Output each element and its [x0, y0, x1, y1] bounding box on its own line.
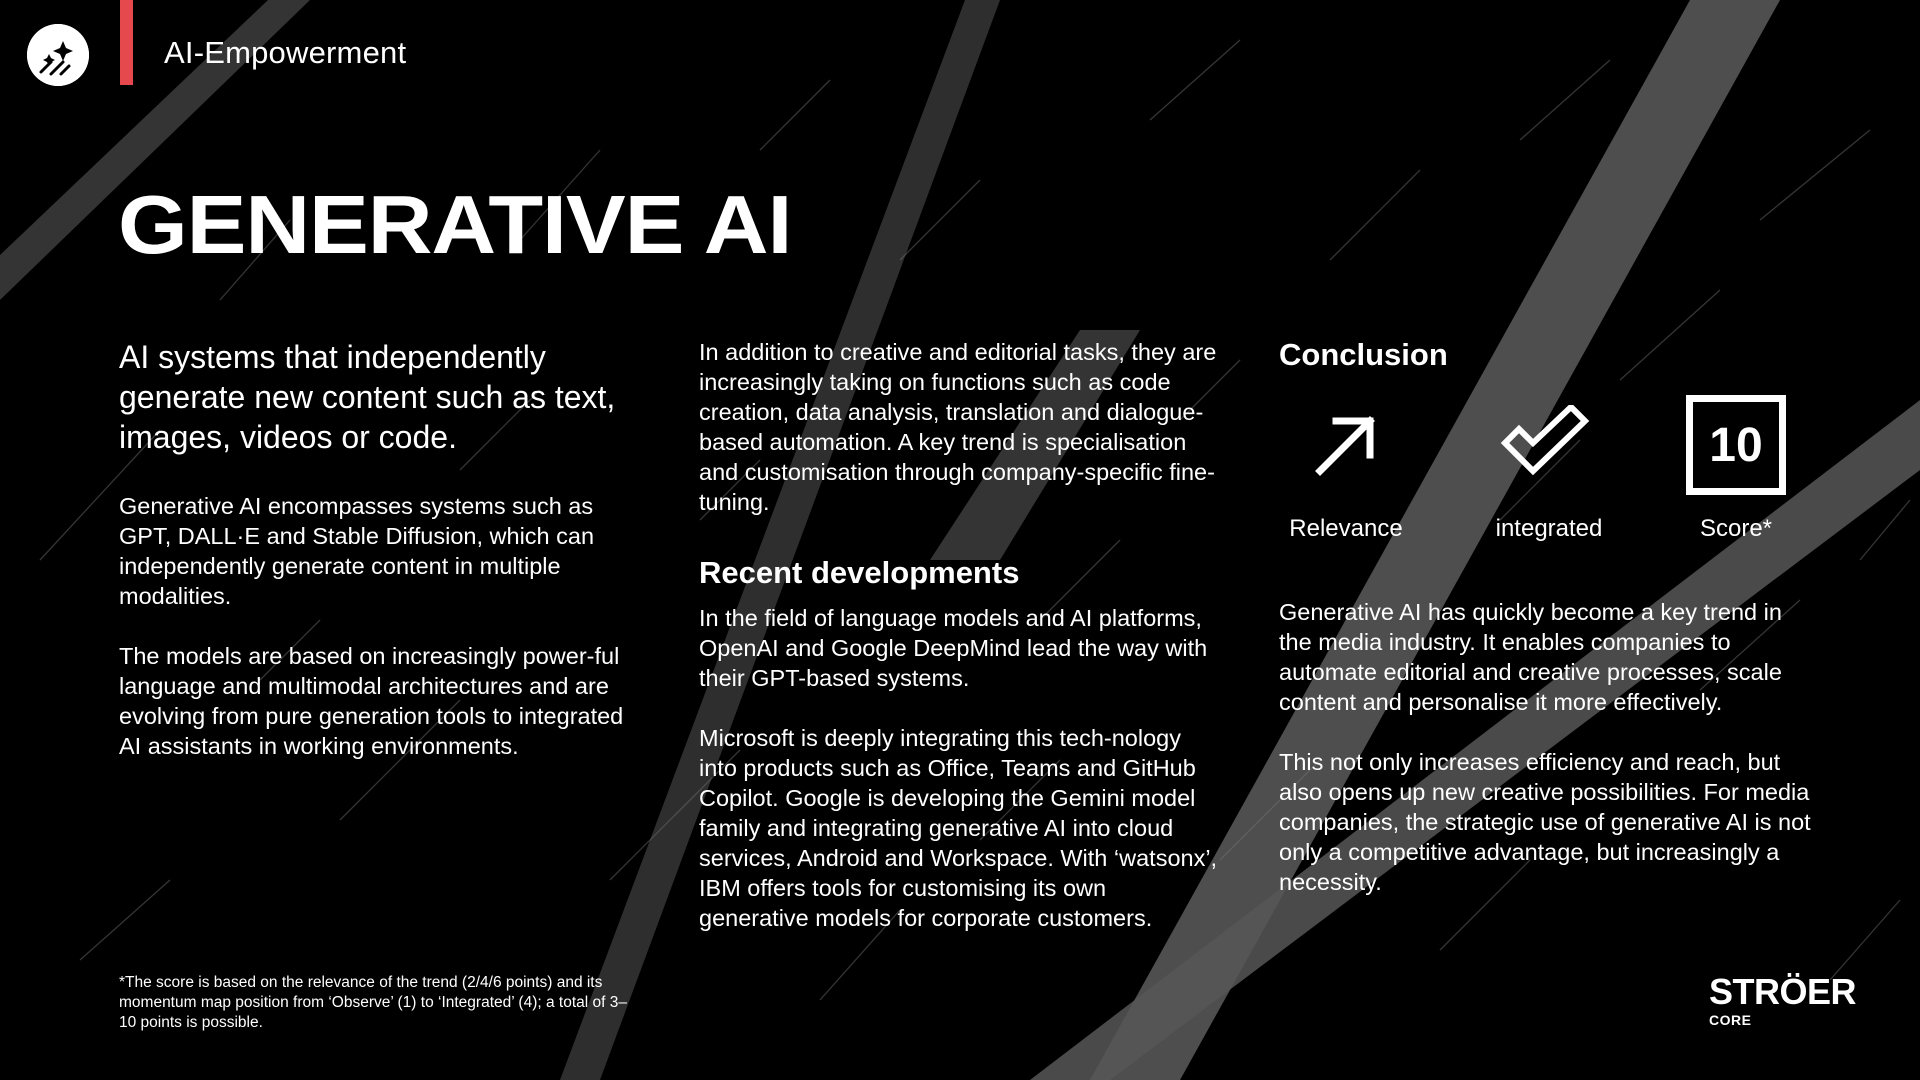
brand-logo	[1709, 971, 1857, 1028]
paragraph: Generative AI encompasses systems such as GPT, DALL·E and Stable Diffusion, which can independently generate content in multiple modalities.	[119, 493, 595, 609]
score-value: 10	[1686, 395, 1786, 495]
footnote: *The score is based on the relevance of the trend (2/4/6 points) and its momentum map position from ‘Observe’ (1) to ‘Integrated’ (4); a total of 3–10 points is possible.	[119, 974, 627, 1031]
app-title: AI-Empowerment	[164, 35, 407, 70]
paragraph: In the field of language models and AI platforms, OpenAI and Google DeepMind lead the way with their GPT-based systems.	[699, 605, 1208, 691]
brand-subtitle: CORE	[1709, 1012, 1752, 1028]
page-title: GENERATIVE AI	[118, 178, 792, 271]
conclusion-column	[1279, 337, 1819, 897]
paragraph: Generative AI has quickly become a key trend in the media industry. It enables companies to automate editorial and creative processes, scale content and personalise it more effectively.	[1279, 599, 1782, 715]
status-indicator	[1474, 393, 1624, 543]
section-heading: Recent developments	[699, 555, 1020, 590]
paragraph: This not only increases efficiency and reach, but also opens up new creative possibilities. For media companies, the strategic use of generative AI is not only a competitive advantage, but increasingly a necessity.	[1279, 749, 1811, 895]
accent-bar	[120, 0, 133, 85]
indicator-label: integrated	[1495, 515, 1603, 542]
relevance-indicator	[1271, 393, 1421, 543]
paragraph: In addition to creative and editorial tasks, they are increasingly taking on functions such as code creation, data analysis, translation and dialogue-based automation. A key trend is specialisation and customisation through company-specific fine-tuning.	[699, 339, 1217, 515]
section-heading: Conclusion	[1279, 337, 1448, 372]
paragraph: The models are based on increasingly power-ful language and multimodal architectures and are evolving from pure generation tools to integrated AI assistants in working environments.	[119, 643, 624, 759]
arrow-up-right-icon	[1306, 405, 1386, 485]
indicator-row	[1279, 393, 1819, 583]
double-check-icon	[1499, 405, 1599, 485]
indicator-label: Score*	[1699, 515, 1773, 542]
intro-column	[119, 337, 649, 761]
rocket-stars-icon	[27, 24, 89, 86]
brand-name: STRÖER	[1709, 971, 1857, 1012]
indicator-label: Relevance	[1289, 515, 1403, 542]
developments-column	[699, 337, 1219, 933]
lead-text: AI systems that independently generate new content such as text, images, videos or code.	[119, 339, 616, 455]
app-logo[interactable]	[27, 24, 89, 86]
score-indicator	[1661, 393, 1811, 543]
paragraph: Microsoft is deeply integrating this tech-nology into products such as Office, Teams and GitHub Copilot. Google is developing the Gemini model family and integrating generative AI into cloud services, Android and Workspace. With ‘watsonx’, IBM offers tools for customising its own generative models for corporate customers.	[699, 725, 1218, 931]
